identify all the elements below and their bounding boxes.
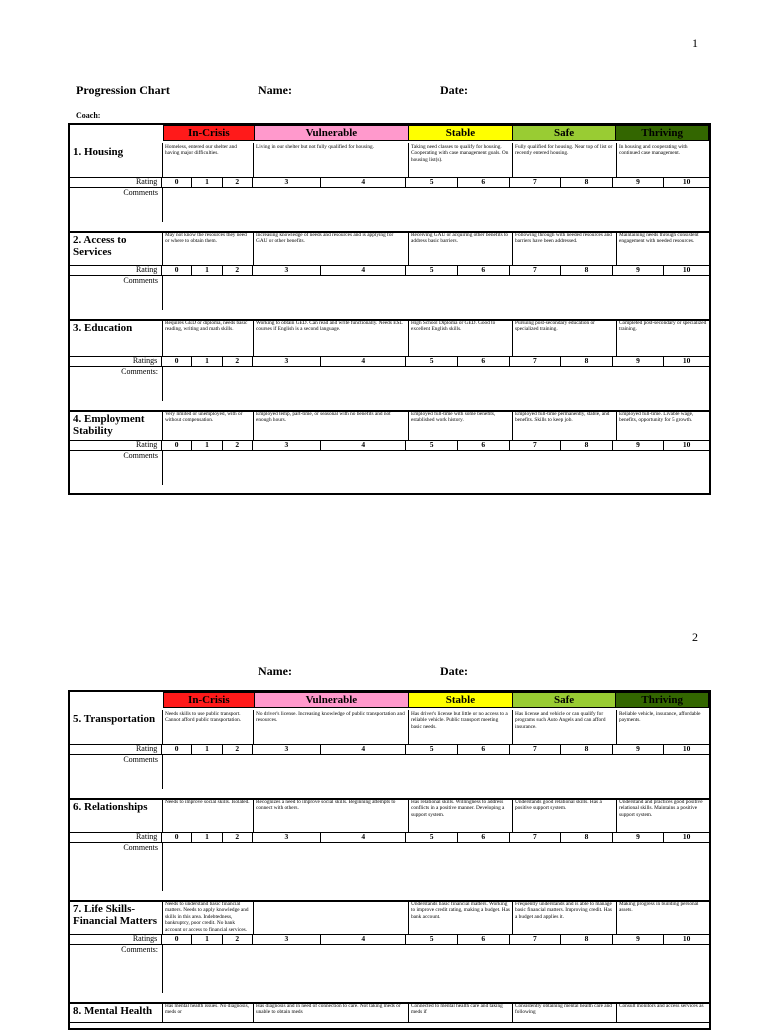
comments-field[interactable]: [163, 188, 709, 222]
domain-title: 7. Life Skills-Financial Matters: [70, 900, 163, 934]
rating-cell[interactable]: 6: [458, 440, 510, 450]
rating-cell[interactable]: 7: [510, 177, 562, 187]
rating-cell[interactable]: 2: [223, 265, 253, 275]
rating-cell[interactable]: 10: [682, 744, 691, 753]
description-cell: Has license and vehicle or can qualify for programs such Auto Angels and can afford insurance.: [513, 710, 617, 744]
domain-title: 5. Transportation: [70, 710, 163, 744]
description-cell: Employed full-time permanently, stable, and benefits. Skills to keep job.: [513, 410, 617, 440]
rating-label: Rating: [70, 744, 162, 754]
description-cell: Requires GED or diploma, needs basic reading, writing and math skills.: [163, 319, 254, 356]
coach-label: Coach:: [76, 111, 101, 120]
rating-row: [70, 177, 709, 188]
description-row: [70, 410, 709, 441]
rating-cell[interactable]: 6: [458, 177, 510, 187]
page-number: 1: [692, 36, 698, 50]
rating-cell[interactable]: 0: [162, 744, 192, 754]
comments-row: [70, 367, 709, 401]
domain-section: [70, 798, 709, 902]
date-label: Date:: [440, 83, 468, 97]
description-cell: Employed full-time with some benefits, established work history.: [409, 410, 513, 440]
rating-cell[interactable]: 1: [192, 177, 223, 187]
rating-cell[interactable]: 8: [561, 440, 613, 450]
rating-cell[interactable]: 9: [613, 744, 665, 754]
name-label: Name:: [258, 83, 292, 97]
rating-cell[interactable]: 0: [162, 440, 192, 450]
rating-cell[interactable]: 6: [458, 744, 510, 754]
rating-cell[interactable]: 10: [682, 177, 691, 186]
description-cell: Understands good relational skills. Has a positive support system.: [513, 798, 617, 832]
rating-cell[interactable]: 6: [458, 265, 510, 275]
rating-cell[interactable]: 9: [613, 177, 665, 187]
rating-cell[interactable]: 3: [253, 177, 321, 187]
rating-cell[interactable]: 10: [682, 440, 691, 449]
level-safe: Safe: [513, 126, 617, 140]
comments-label: Comments: [70, 755, 163, 789]
rating-cell[interactable]: 1: [192, 356, 223, 366]
domain-title: 8. Mental Health: [70, 1002, 163, 1022]
description-cell: Following through with needed resources and barriers have been addressed.: [513, 231, 617, 265]
rating-cell[interactable]: 8: [561, 356, 613, 366]
rating-cell[interactable]: 1: [192, 265, 223, 275]
level-safe: Safe: [513, 693, 617, 707]
description-cell: Making progress in building personal assets.: [619, 901, 699, 914]
level-vulnerable: Vulnerable: [255, 126, 409, 140]
rating-cell[interactable]: 9: [613, 934, 665, 944]
comments-row: [70, 945, 709, 993]
description-row: [70, 1002, 709, 1023]
rating-cell[interactable]: 2: [223, 356, 253, 366]
rating-cell[interactable]: 4: [321, 744, 406, 754]
rating-cell[interactable]: 4: [321, 440, 406, 450]
description-cell: Working to obtain GED. Can read and write functionally. Needs ESL courses if English is a second language.: [254, 319, 409, 356]
rating-label: Rating: [70, 177, 162, 187]
rating-cell[interactable]: 6: [458, 934, 510, 944]
rating-row: [70, 265, 709, 276]
comments-label: Comments:: [70, 945, 163, 993]
domain-title: 6. Relationships: [70, 798, 163, 832]
rating-cell[interactable]: 5: [406, 832, 458, 842]
comments-field[interactable]: [163, 755, 709, 789]
rating-row: [70, 832, 709, 843]
rating-cell[interactable]: 3: [253, 744, 321, 754]
description-cell: Taking need classes to qualify for housing. Cooperating with case management goals. On housing list(s).: [409, 143, 513, 177]
rating-cell[interactable]: 8: [561, 744, 613, 754]
rating-cell[interactable]: 4: [321, 265, 406, 275]
rating-label: Rating: [70, 440, 162, 450]
rating-cell[interactable]: 6: [458, 356, 510, 366]
description-cell: Employed temp, part-time, or seasonal with no benefits and not enough hours.: [254, 410, 409, 440]
rating-cell[interactable]: 5: [406, 356, 458, 366]
rating-cell[interactable]: 5: [406, 440, 458, 450]
comments-label: Comments:: [70, 367, 163, 401]
domain-section: [70, 143, 709, 233]
description-cell: Employed full-time. Livable wage, benefits, opportunity for 5 growth.: [619, 411, 694, 424]
domain-section: [70, 410, 709, 494]
comments-row: [70, 188, 709, 222]
rating-cell[interactable]: 10: [682, 356, 691, 365]
description-row: [70, 710, 709, 745]
description-cell: [254, 900, 409, 934]
chart-title: Progression Chart: [76, 83, 170, 97]
domain-section: [70, 900, 709, 1004]
rating-cell[interactable]: 4: [321, 356, 406, 366]
rating-cell[interactable]: 5: [406, 744, 458, 754]
page-number: 2: [692, 630, 698, 644]
description-row: [70, 900, 709, 935]
rating-cell[interactable]: 9: [613, 356, 665, 366]
rating-cell[interactable]: 2: [223, 934, 253, 944]
description-cell: Maintaining needs through consistent engagement with needed resources.: [619, 232, 699, 245]
description-cell: Living in our shelter but not fully qualified for housing.: [254, 143, 409, 177]
domain-section: [70, 1002, 709, 1032]
rating-cell[interactable]: 0: [162, 832, 192, 842]
rating-cell[interactable]: 7: [510, 744, 562, 754]
rating-cell[interactable]: 0: [162, 934, 192, 944]
rating-cell[interactable]: 0: [162, 265, 192, 275]
rating-cell[interactable]: 7: [510, 832, 562, 842]
description-cell: Reliable vehicle, insurance, affordable payments.: [619, 711, 701, 724]
rating-cell[interactable]: 8: [561, 832, 613, 842]
rating-cell[interactable]: 4: [321, 934, 406, 944]
level-header: [163, 125, 709, 141]
comments-field[interactable]: [163, 843, 709, 891]
comments-row: [70, 451, 709, 485]
date-label: Date:: [440, 664, 468, 678]
description-cell: Recognizes a need to improve social skills. Beginning attempts to connect with others.: [254, 798, 409, 832]
comments-label: Comments: [70, 276, 163, 310]
rating-label: Ratings: [70, 934, 162, 944]
rating-cell[interactable]: 6: [458, 832, 510, 842]
rating-row: [70, 934, 709, 945]
description-cell: Very limited or unemployed, with or without compensation.: [163, 410, 254, 440]
comments-field[interactable]: [163, 945, 709, 993]
domain-section: [70, 319, 709, 412]
description-row: [70, 143, 709, 178]
comments-label: Comments: [70, 188, 163, 222]
description-cell: Consult monitors and access services as: [619, 1003, 704, 1009]
rating-cell[interactable]: 3: [253, 440, 321, 450]
description-row: [70, 231, 709, 266]
comments-label: Comments: [70, 843, 163, 891]
description-cell: Homeless, entered our shelter and having major difficulties.: [163, 143, 254, 177]
comments-field[interactable]: [163, 367, 709, 401]
description-cell: Consistently obtaining mental health care and following: [513, 1002, 617, 1022]
description-cell: High School Diploma or GED. Good to excellent English skills.: [409, 319, 513, 356]
rating-cell[interactable]: 5: [406, 265, 458, 275]
rating-cell[interactable]: 0: [162, 177, 192, 187]
rating-cell[interactable]: 10: [682, 832, 691, 841]
rating-cell[interactable]: 1: [192, 440, 223, 450]
description-cell: Frequently understands and is able to manage basic financial matters. Improving credit. Has a budget and applies it.: [513, 900, 617, 934]
description-cell: Has diagnosis and in need of connection to care. Not taking meds or unable to obtain meds: [254, 1002, 409, 1022]
description-cell: Needs to improve social skills. Isolated.: [163, 798, 254, 832]
domain-title: 4. Employment Stability: [70, 410, 163, 440]
domain-title: 3. Education: [70, 319, 163, 356]
description-cell: No driver's license. Increasing knowledge of public transportation and resources.: [254, 710, 409, 744]
rating-label: Ratings: [70, 356, 162, 366]
rating-label: Rating: [70, 265, 162, 275]
rating-cell[interactable]: 8: [561, 265, 613, 275]
rating-cell[interactable]: 9: [613, 832, 665, 842]
description-cell: Understands basic financial matters. Working to improve credit rating, making a budget. Has bank account.: [409, 900, 513, 934]
rating-cell[interactable]: 3: [253, 356, 321, 366]
rating-cell[interactable]: 7: [510, 356, 562, 366]
level-in-crisis: In-Crisis: [164, 693, 255, 707]
description-cell: Connected to mental health care and taking meds if: [409, 1002, 513, 1022]
rating-cell[interactable]: 1: [192, 744, 223, 754]
level-stable: Stable: [409, 693, 513, 707]
comments-label: Comments: [70, 451, 163, 485]
rating-cell[interactable]: 2: [223, 177, 253, 187]
description-cell: In housing and cooperating with continued case management.: [619, 144, 688, 157]
level-thriving: Thriving: [616, 126, 708, 140]
level-header: [163, 692, 709, 708]
rating-row: [70, 356, 709, 367]
rating-cell[interactable]: 2: [223, 440, 253, 450]
description-cell: Needs skills to use public transport. Cannot afford public transportation.: [163, 710, 254, 744]
comments-row: [70, 276, 709, 310]
rating-cell[interactable]: 5: [406, 934, 458, 944]
rating-cell[interactable]: 2: [223, 744, 253, 754]
rating-cell[interactable]: 7: [510, 265, 562, 275]
rating-cell[interactable]: 5: [406, 177, 458, 187]
comments-row: [70, 755, 709, 789]
rating-row: [70, 440, 709, 451]
domain-title: 1. Housing: [70, 143, 163, 177]
description-cell: Understand and practices good positive relational skills. Maintains a positive support system.: [619, 799, 703, 818]
rating-cell[interactable]: 4: [321, 832, 406, 842]
level-vulnerable: Vulnerable: [255, 693, 409, 707]
rating-row: [70, 744, 709, 755]
domain-title: 2. Access to Services: [70, 231, 163, 265]
rating-cell[interactable]: 2: [223, 832, 253, 842]
rating-cell[interactable]: 0: [162, 356, 192, 366]
description-cell: Receiving GAU or acquiring other benefits to address basic barriers.: [409, 231, 513, 265]
comments-row: [70, 843, 709, 891]
rating-cell[interactable]: 8: [561, 177, 613, 187]
rating-cell[interactable]: 3: [253, 265, 321, 275]
description-row: [70, 319, 709, 357]
description-cell: May not know the resources they need or where to obtain them.: [163, 231, 254, 265]
description-cell: Needs to understand basic financial matters. Needs to apply knowledge and skills in this area. Indebtedness, bankruptcy, poor credit. No bank account or access to financial services.: [163, 900, 254, 934]
description-cell: Completed post-secondary or specialized training.: [619, 320, 707, 333]
rating-cell[interactable]: 10: [682, 934, 691, 943]
description-cell: Pursuing post-secondary education or specialized training.: [513, 319, 617, 356]
level-stable: Stable: [409, 126, 513, 140]
rating-cell[interactable]: 9: [613, 265, 665, 275]
rating-cell[interactable]: 7: [510, 440, 562, 450]
rating-cell[interactable]: 4: [321, 177, 406, 187]
rating-cell[interactable]: 3: [253, 832, 321, 842]
level-thriving: Thriving: [616, 693, 708, 707]
domain-section: [70, 710, 709, 800]
rating-label: Rating: [70, 832, 162, 842]
name-label: Name:: [258, 664, 292, 678]
domain-section: [70, 231, 709, 321]
comments-field[interactable]: [163, 451, 709, 485]
description-cell: Increasing knowledge of needs and resources and is applying for GAU or other benefits.: [254, 231, 409, 265]
description-row: [70, 798, 709, 833]
rating-cell[interactable]: 3: [253, 934, 321, 944]
comments-field[interactable]: [163, 276, 709, 310]
rating-cell[interactable]: 9: [613, 440, 665, 450]
description-cell: Has relational skills. Willingness to address conflicts in a positive manner. Developing a support system.: [409, 798, 513, 832]
rating-cell[interactable]: 10: [682, 265, 691, 274]
description-cell: Has mental health issues. No diagnosis, meds or: [163, 1002, 254, 1022]
description-cell: Has driver's license but little or no access to a reliable vehicle. Public transport meeting basic needs.: [409, 710, 513, 744]
rating-cell[interactable]: 1: [192, 934, 223, 944]
rating-cell[interactable]: 1: [192, 832, 223, 842]
description-cell: Fully qualified for housing. Near top of list or recently entered housing.: [513, 143, 617, 177]
level-in-crisis: In-Crisis: [164, 126, 255, 140]
rating-cell[interactable]: 7: [510, 934, 562, 944]
rating-cell[interactable]: 8: [561, 934, 613, 944]
